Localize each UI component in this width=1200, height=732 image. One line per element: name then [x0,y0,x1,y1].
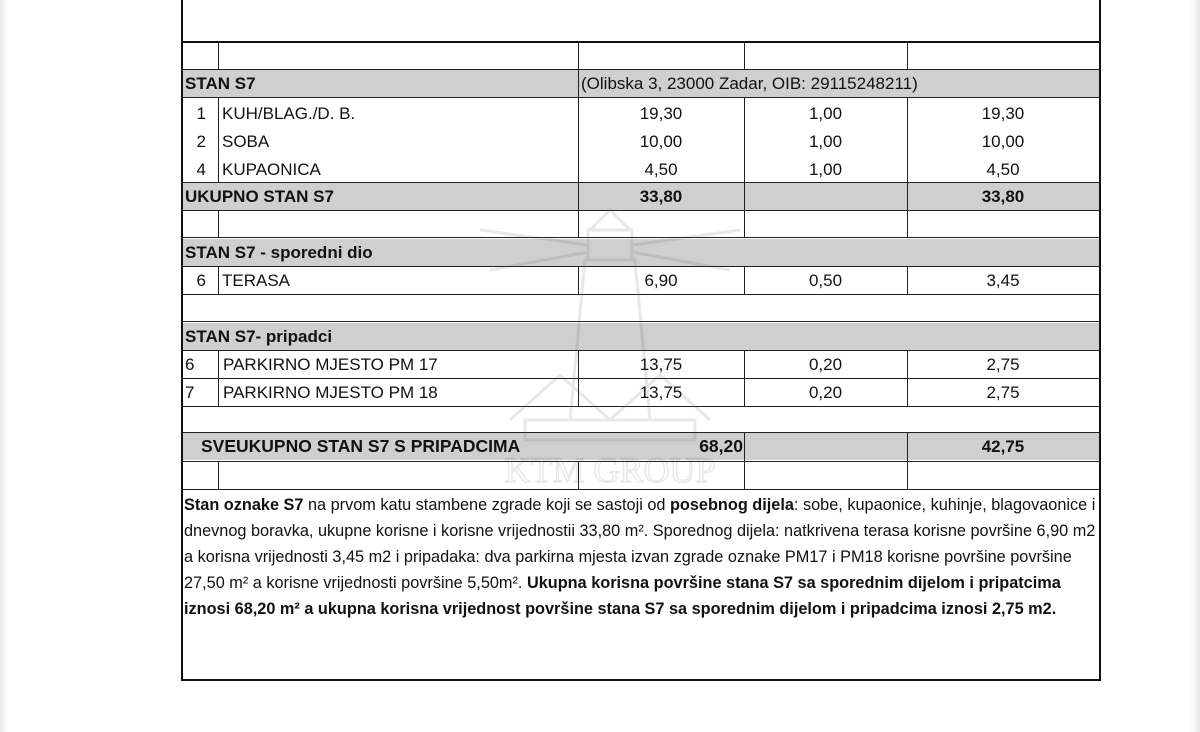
room-name: KUH/BLAG./D. B. [222,103,356,123]
col-divider [744,432,745,461]
room-number: 4 [196,159,206,179]
apartment-header-row [183,70,1099,97]
room-area: 13,75 [639,354,683,374]
col-divider [907,432,908,461]
table-top-rule [183,41,1099,43]
room-area: 10,00 [639,131,683,151]
col-divider [744,266,745,294]
subtotal-row [183,183,1099,210]
table-row [183,351,1099,378]
owner-info: (Olibska 3, 23000 Zadar, OIB: 29115248211) [581,73,918,93]
col-divider [578,70,579,97]
room-coefficient: 1,00 [808,131,843,151]
grand-total-row [183,433,1099,460]
rule [183,461,1099,462]
description-text: : sobe, kupaonice, kuhinje, blagovaonice i dnevnog boravka, ukupne korisne i korisne vrijednostii 33,80 m². Sporednog dijela: natkrivena terasa korisne površine 6,90 m2 a korisna vrijednosti 3,45 m2 i pripadaka: dva parkirna mjesta izvan zgrade oznake PM17 i PM18 korisne površine površine 27,50 m² a korisne vrijednosti površine 5,50m². [184,496,1096,592]
rule [183,489,1099,490]
room-coefficient: 0,20 [808,382,843,402]
watermark-text: KTM GROUP [504,450,716,490]
room-coefficient: 1,00 [808,159,843,179]
col-divider [578,97,579,183]
room-number: 2 [196,131,206,151]
room-name: SOBA [222,131,270,151]
apartment-name: STAN S7 [185,73,256,93]
col-divider [907,266,908,294]
room-number: 1 [196,103,206,123]
col-divider [744,461,745,489]
col-divider [907,461,908,489]
col-divider [218,210,219,237]
room-total: 2,75 [986,382,1020,402]
room-coefficient: 1,00 [808,103,843,123]
room-area: 13,75 [639,382,683,402]
subtotal-label: UKUPNO STAN S7 [185,186,334,206]
table-row [183,156,1099,183]
room-name: TERASA [222,270,291,290]
col-divider [578,461,579,489]
col-divider [907,97,908,183]
col-divider [578,350,579,406]
col-divider [578,42,579,69]
col-divider [218,350,219,406]
rule [183,321,1099,322]
description-bold-term: posebnog dijela [669,496,794,514]
table-row [183,379,1099,406]
room-total: 3,45 [986,270,1020,290]
col-divider [218,461,219,489]
appurtenances-section-header [183,323,1099,350]
col-divider [218,42,219,69]
room-area: 6,90 [644,270,678,290]
room-name: PARKIRNO MJESTO PM 18 [223,382,438,402]
rule [183,237,1099,238]
col-divider [578,266,579,294]
col-divider [907,350,908,406]
col-divider [744,97,745,183]
description-paragraph [184,492,1098,622]
page-edge-left [0,0,8,732]
room-area: 19,30 [639,103,683,123]
subtotal-total: 33,80 [981,186,1025,206]
description-bold-summary: Ukupna korisna površine stana S7 sa sporednim dijelom i pripatcima iznosi 68,20 m² a ukupna korisna vrijednost površine stana S7 sa sporednim dijelom i pripadcima iznosi 2,75 m2. [184,574,1061,618]
table-row [183,128,1099,155]
table-row [183,100,1099,127]
description-bold-lead: Stan oznake S7 [184,496,304,514]
col-divider [218,266,219,294]
col-divider [218,97,219,183]
room-total: 4,50 [986,159,1020,179]
col-divider [907,42,908,69]
page-edge-right [1190,0,1200,732]
grand-total-value: 42,75 [981,436,1025,456]
rule [183,406,1099,407]
table-row [183,267,1099,294]
grand-total-area: 68,20 [699,436,743,456]
col-divider [744,350,745,406]
grand-total-label: SVEUKUPNO STAN S7 S PRIPADCIMA [201,436,521,456]
room-total: 10,00 [981,131,1025,151]
room-coefficient: 0,50 [808,270,843,290]
rule [183,97,1099,98]
appurtenances-section-title: STAN S7- pripadci [185,326,333,346]
description-text: na prvom katu stambene zgrade koji se sastoji od [303,496,670,514]
room-name: PARKIRNO MJESTO PM 17 [223,354,438,374]
rule [183,210,1099,211]
subtotal-area: 33,80 [639,186,683,206]
secondary-section-title: STAN S7 - sporedni dio [185,242,373,262]
room-name: KUPAONICA [222,159,321,179]
room-total: 2,75 [986,354,1020,374]
rule [183,294,1099,295]
room-number: 7 [185,382,195,402]
room-area: 4,50 [644,159,678,179]
room-coefficient: 0,20 [808,354,843,374]
room-number: 6 [196,270,206,290]
secondary-section-header [183,239,1099,266]
col-divider [744,42,745,69]
room-number: 6 [185,354,195,374]
room-total: 19,30 [981,103,1025,123]
